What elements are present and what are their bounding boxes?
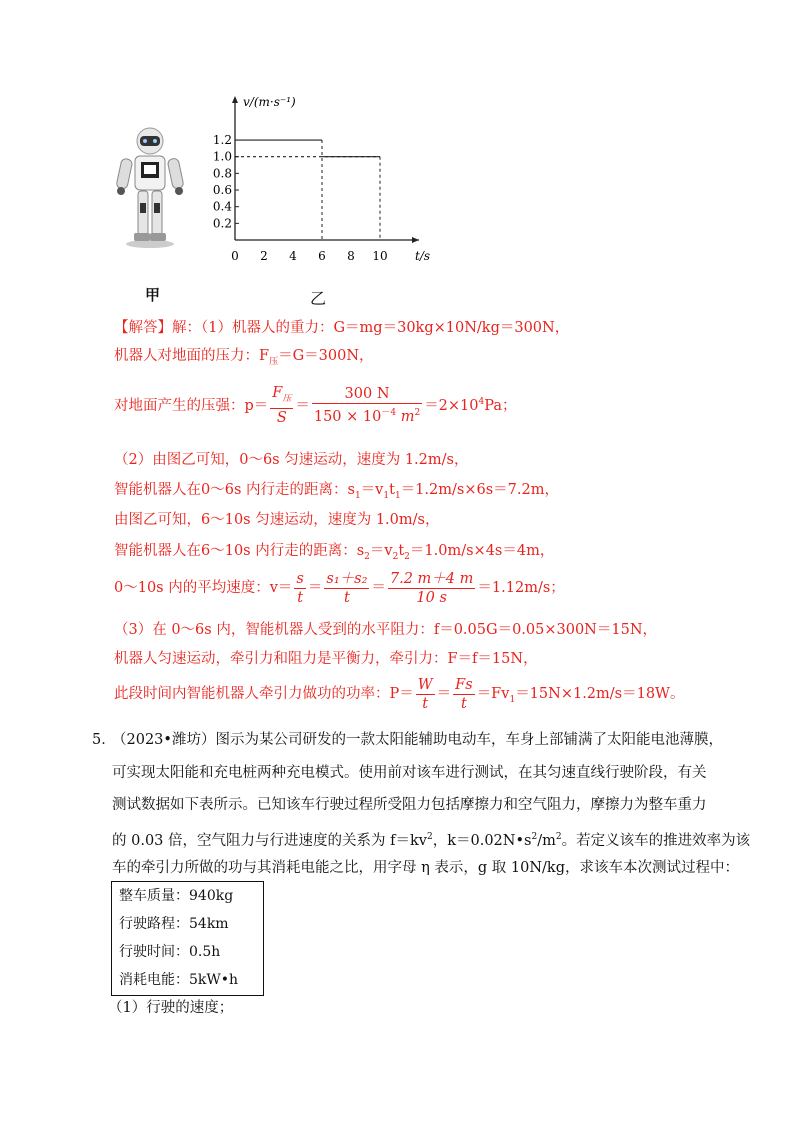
x-axis-arrow [412, 237, 419, 243]
y-tick-label: 0.2 [212, 216, 232, 231]
test-data-table [111, 881, 264, 996]
table-row: 行驶时间：0.5h [119, 944, 221, 960]
y-tick-label: 0.8 [212, 166, 232, 181]
chart-caption: 乙 [310, 289, 327, 308]
velocity-time-chart [200, 90, 440, 270]
y-tick-label: 0.6 [212, 183, 232, 198]
table-row: 整车质量：940kg [119, 888, 234, 904]
problem-5-line-3: 测试数据如下表所示。已知该车行驶过程所受阻力包括摩擦力和空气阻力，摩擦力为整车重力 [112, 797, 707, 813]
y-tick-label: 0.4 [212, 199, 232, 214]
solution-line-6: 由图乙可知，6～10s 匀速运动，速度为 1.0m/s， [114, 512, 440, 528]
problem-5-line-2: 可实现太阳能和充电桩两种充电模式。使用前对该车进行测试，在其匀速直线行驶阶段，有关 [112, 765, 707, 781]
x-tick-label: 2 [260, 249, 268, 263]
x-tick-label: 4 [289, 249, 297, 263]
x-axis-label: t/s [415, 249, 431, 263]
x-tick-label: 0 [231, 249, 239, 263]
figure-caption-jia: 甲 [145, 286, 161, 304]
x-tick-label: 8 [347, 249, 355, 263]
y-axis-label: v/(m·s⁻¹) [243, 95, 296, 109]
solution-line-7: 智能机器人在6～10s 内行走的距离：$s_2=v_2t_2=1.0m/s\times 4s=4m$， [114, 543, 555, 562]
table-row: 行驶路程：54km [119, 916, 229, 932]
solution-line-11: 此段时间内智能机器人牵引力做功的功率：P＝ $\frac{W}{t}$ ＝ $\frac{Fs}{t}$ $=Fv_1=15N\times 1.2m/s=18W$。 [114, 676, 685, 712]
solution-line-5: 智能机器人在0～6s 内行走的距离：$s_1=v_1t_1=1.2m/s\times 6s=7.2m$， [114, 482, 559, 501]
y-axis-arrow [232, 96, 238, 103]
table-row: 消耗电能：5kW•h [119, 972, 239, 988]
y-tick-label: 1.0 [212, 149, 232, 164]
solution-line-1: 【解答】解：（1）机器人的重力：G＝mg＝30kg×10N/kg＝300N， [114, 320, 570, 336]
solution-line-8: 0～10s 内的平均速度：v＝ $\frac{s}{t}$ ＝ $\frac{\text{s₁＋s₂}}{t}$ ＝ $\frac{7.2 m+4 m}{10 s}$ ＝1.12m/s； [114, 570, 565, 606]
problem-5-question-1: （1）行驶的速度； [108, 1000, 234, 1016]
x-tick-label: 10 [372, 249, 388, 263]
problem-5-line-1: （2023•潍坊）图示为某公司研发的一款太阳能辅助电动车，车身上部铺满了太阳能电池薄膜， [112, 732, 723, 748]
solution-line-9: （3）在 0～6s 内，智能机器人受到的水平阻力：f＝0.05G＝0.05×300N＝15N， [114, 622, 658, 638]
y-tick-label: 1.2 [212, 133, 232, 148]
problem-5-line-5: 车的牵引力所做的功与其消耗电能之比，用字母 η 表示，g 取 10N/kg，求该车本次测试过程中： [112, 860, 739, 876]
x-tick-label: 6 [318, 249, 326, 263]
solution-line-2: 机器人对地面的压力：$F_压=G=300N$， [114, 348, 374, 367]
problem-5-number: 5． [92, 732, 116, 748]
solution-line-4: （2）由图乙可知，0～6s 匀速运动，速度为 1.2m/s， [114, 452, 469, 468]
solution-line-3: 对地面产生的压强：p＝ $\frac{F_压}{S}$ ＝ $\frac{300 N}{150 \times 10^{-4} m^2}$ $=2\times 10^4Pa$； [114, 385, 517, 427]
solution-line-10: 机器人匀速运动，牵引力和阻力是平衡力，牵引力：F＝f＝15N， [114, 651, 538, 667]
problem-5-line-4: 的 0.03 倍，空气阻力与行进速度的关系为 $f=kv^2$，$k=0.02N•s^2/m^2$。若定义该车的推进效率为该 [112, 832, 751, 849]
robot-illustration [110, 125, 190, 250]
